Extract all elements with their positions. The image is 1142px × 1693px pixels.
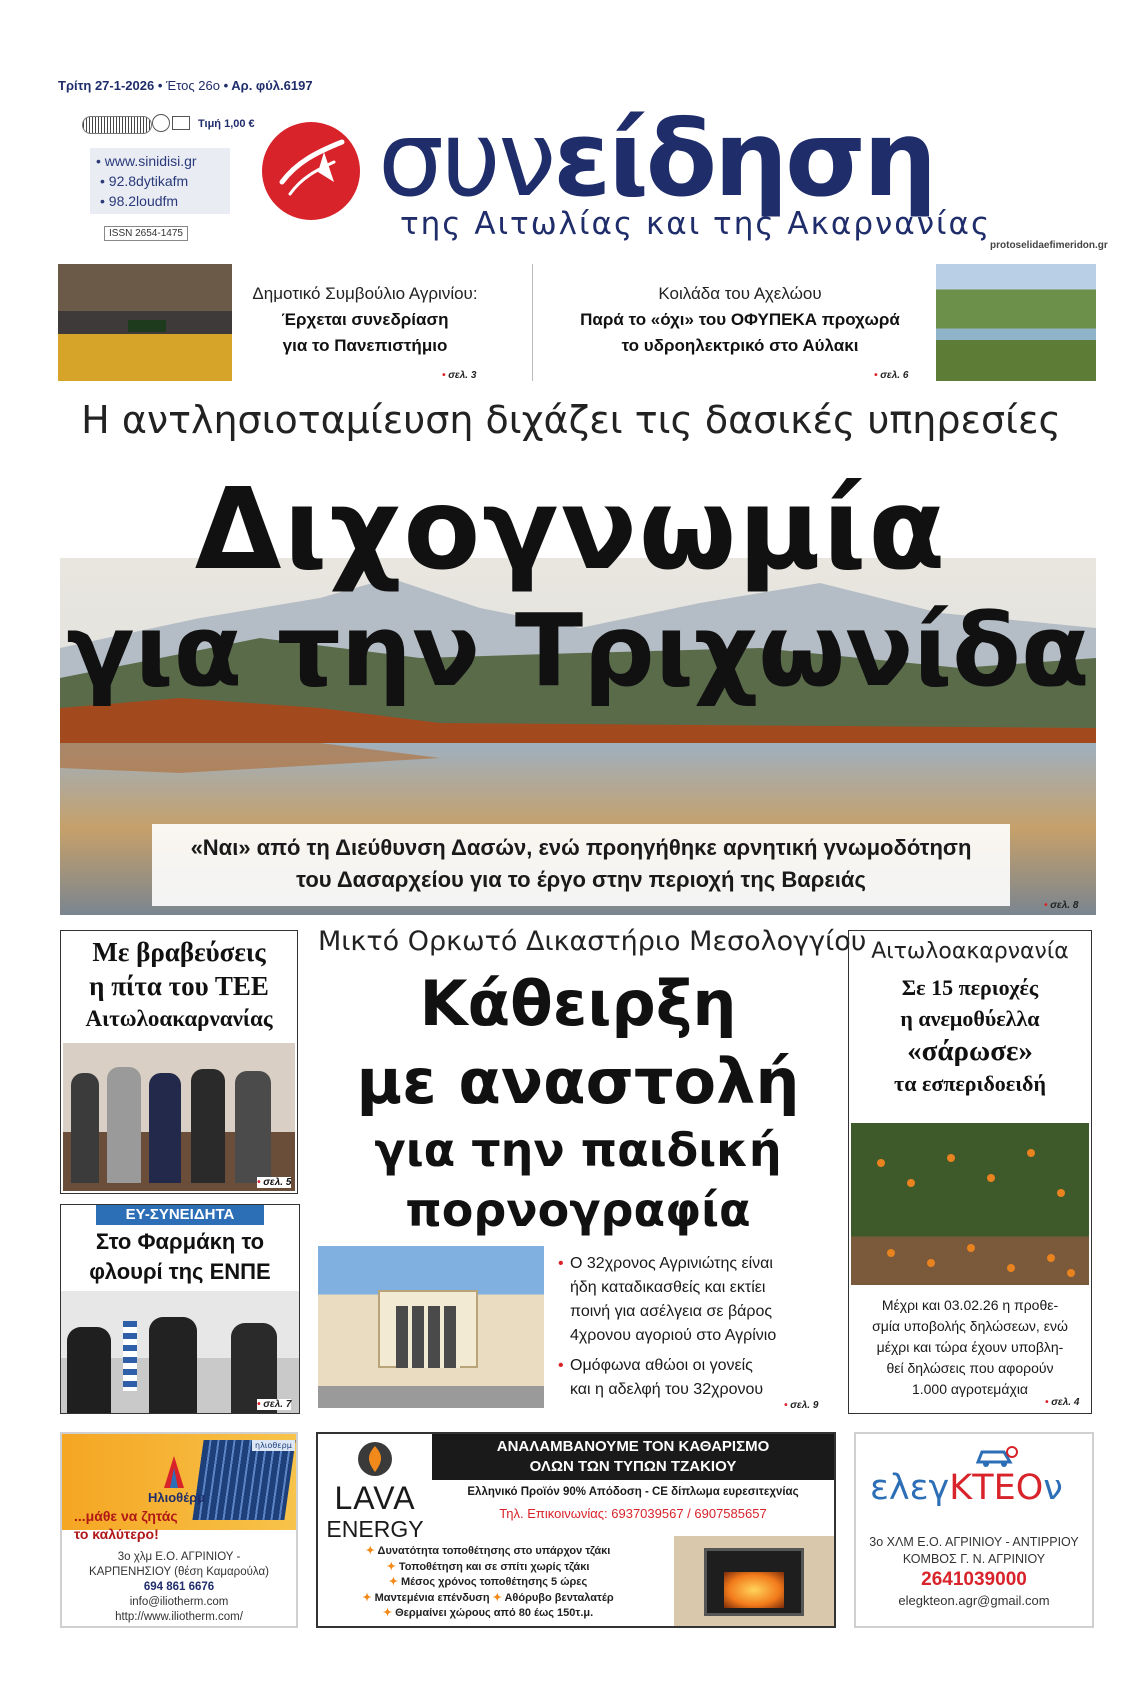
left-story-title-2: η πίτα του ΤΕΕ [89, 971, 269, 1001]
teaser-1-kicker: Δημοτικό Συμβούλιο Αγρινίου: [252, 284, 478, 303]
right-story-box[interactable] [848, 930, 1092, 1414]
car-check-icon [974, 1444, 1018, 1468]
left-story-2-title-1: Στο Φαρμάκη το [95, 1229, 265, 1254]
center-bullets [558, 1252, 826, 1402]
iliotherm-email[interactable]: info@iliotherm.com [129, 1596, 229, 1608]
elegkteon-brand: ελεγΚΤΕΟν [870, 1468, 1063, 1508]
elegkteon-email[interactable]: elegkteon.agr@gmail.com [898, 1593, 1050, 1608]
right-story-title [849, 972, 1091, 1099]
masthead-title-suffix: είδηση [553, 98, 935, 220]
center-headline-2: με αναστολή [356, 1045, 800, 1118]
ad-lava-energy[interactable] [316, 1432, 836, 1628]
lava-features: ✦ Δυνατότητα τοποθέτησης στο υπάρχον τζάκι ✦ Τοποθέτηση και σε σπίτι χωρίς τζάκι ✦ Μέσος χρόνος τοποθέτησης 5 ώρες ✦ Μαντεμένια επένδυση ✦ Αθόρυβο βενταλατέρ ✦ Θερμαίνει χώρους από 80 έως 150τ.μ. [362, 1545, 614, 1619]
ad-iliotherm[interactable] [60, 1432, 298, 1628]
masthead-title [378, 98, 935, 220]
lead-overline: Η αντλησιοταμίευση διχάζει τις δασικές υπηρεσίες [81, 398, 1061, 442]
flame-icon [358, 1442, 392, 1476]
right-story-title-2: η ανεμοθύελλα [900, 1006, 1040, 1031]
lava-contact[interactable]: Τηλ. Επικοινωνίας: 6937039567 / 6907585657 [499, 1506, 767, 1521]
tee-award-photo [63, 1043, 295, 1191]
teaser-2[interactable] [560, 284, 920, 356]
lava-tagline: Ελληνικό Προϊόν 90% Απόδοση - CE δίπλωμα ευρεσιτεχνίας [467, 1486, 799, 1498]
center-headline-4: πορνογραφία [405, 1183, 751, 1237]
elegkteon-contact: 3ο ΧΛΜ Ε.Ο. ΑΓΡΙΝΙΟΥ - ΑΝΤΙΡΡΙΟΥ ΚΟΜΒΟΣ Γ. Ν. ΑΓΡΙΝΙΟΥ 2641039000 elegkteon.agr@gmail.com [856, 1534, 1092, 1609]
iliotherm-slogan-1: ...μάθε να ζητάς [74, 1508, 178, 1524]
lava-brand-1: LAVA [334, 1480, 416, 1516]
teaser-divider [532, 264, 533, 381]
lava-headline: ΑΝΑΛΑΜΒΑΝΟΥΜΕ ΤΟΝ ΚΑΘΑΡΙΣΜΟ ΟΛΩΝ ΤΩΝ ΤΥΠΩΝ ΤΖΑΚΙΟΥ [432, 1434, 834, 1480]
center-story-page: • σελ. 9 [784, 1400, 818, 1411]
valley-photo [936, 264, 1096, 381]
price: Τιμή 1,00 € [198, 118, 255, 130]
left-story-2-page: • σελ. 7 [257, 1399, 291, 1410]
issue-year: Έτος 26ο [166, 78, 220, 93]
issn: ISSN 2654-1475 [104, 226, 188, 241]
teaser-1-page: • σελ. 3 [442, 370, 476, 381]
center-headline-1: Κάθειρξη [419, 967, 737, 1040]
issue-date: Τρίτη 27-1-2026 [58, 78, 155, 93]
lead-standfirst-2: του Δασαρχείου για το έργο στην περιοχή της Βαρειάς [296, 867, 866, 892]
teaser-2-page: • σελ. 6 [874, 370, 908, 381]
center-story-kicker: Μικτό Ορκωτό Δικαστήριο Μεσολογγίου [318, 926, 867, 957]
solar-panel-icon [192, 1440, 295, 1520]
link-radio-2[interactable]: • 98.2loudfm [100, 193, 179, 209]
link-radio-1[interactable]: • 92.8dytikafm [100, 173, 189, 189]
barcode-strip [82, 116, 152, 134]
teaser-1-line2: για το Πανεπιστήμιο [282, 336, 448, 355]
elegkteon-phone[interactable]: 2641039000 [921, 1569, 1027, 1590]
left-story-title [61, 931, 297, 1035]
teaser-2-line2: το υδροηλεκτρικό στο Αύλακι [621, 336, 859, 355]
link-site[interactable]: • www.sinidisi.gr [96, 153, 197, 169]
teaser-1[interactable] [240, 284, 490, 356]
publisher-mark-icon [172, 116, 190, 130]
lead-page: • σελ. 8 [1044, 900, 1078, 911]
links-list [96, 151, 197, 211]
center-bullet-2: • Ομόφωνα αθώοι οι γονείς και η αδελφή του 32χρονου [558, 1357, 764, 1398]
right-story-body: Μέχρι και 03.02.26 η προθε- σμία υποβολής δηλώσεων, ενώ μέχρι και τώρα έχουν υποβλη- θεί δηλώσεις που αφορούν 1.000 αγροτεμάχια [872, 1297, 1068, 1397]
left-story-box[interactable] [60, 930, 298, 1194]
issue-number: Αρ. φύλ.6197 [231, 78, 313, 93]
fireplace-photo [674, 1536, 834, 1626]
right-story-kicker: Αιτωλοακαρνανία [871, 939, 1069, 964]
right-story-page: • σελ. 4 [1045, 1397, 1079, 1408]
solar-tank-label: ηλιοθερμ [252, 1440, 295, 1451]
iliotherm-web[interactable]: http://www.iliotherm.com/ [115, 1611, 243, 1623]
left-story-title-1: Με βραβεύσεις [92, 937, 266, 967]
right-story-title-1: Σε 15 περιοχές [901, 975, 1039, 1000]
left-story-2-title [61, 1227, 299, 1287]
right-story-title-4: τα εσπεριδοειδή [894, 1071, 1046, 1096]
left-story-title-3: Αιτωλοακαρνανίας [85, 1006, 273, 1031]
center-bullet-1: • Ο 32χρονος Αγρινιώτης είναι ήδη καταδικασθείς και εκτίει ποινή για ασέλγεια σε βάρος 4χρονου αγοριού στο Αγρίνιο [558, 1255, 777, 1344]
masthead-title-prefix: συν [378, 98, 554, 220]
masthead-logo-icon [262, 122, 360, 220]
lead-standfirst-box [152, 824, 1010, 906]
iliotherm-slogan-2: το καλύτερο! [74, 1526, 159, 1542]
teaser-2-line1: Παρά το «όχι» του ΟΦΥΠΕΚΑ προχωρά [580, 310, 900, 329]
ad-elegkteon[interactable] [854, 1432, 1094, 1628]
iliotherm-contact: 3ο χλμ Ε.Ο. ΑΓΡΙΝΙΟΥ - ΚΑΡΠΕΝΗΣΙΟΥ (θέση Καμαρούλα) 694 861 6676 info@iliotherm.com http://www.iliotherm.com/ [62, 1550, 296, 1625]
lead-standfirst-1: «Ναι» από τη Διεύθυνση Δασών, ενώ προηγήθηκε αρνητική γνωμοδότηση [190, 835, 972, 860]
teaser-2-kicker: Κοιλάδα του Αχελώου [658, 284, 822, 303]
iliotherm-logo-icon [162, 1454, 186, 1490]
masthead-subtitle: της Αιτωλίας και της Ακαρνανίας [400, 206, 992, 242]
right-story-title-3: «σάρωσε» [907, 1035, 1033, 1067]
left-story-2-title-2: φλουρί της ΕΝΠΕ [89, 1259, 271, 1284]
center-headline-3: για την παιδική [374, 1123, 782, 1177]
left-story-page: • σελ. 5 [257, 1177, 291, 1188]
issue-line: Τρίτη 27-1-2026 • Έτος 26ο • Αρ. φύλ.6197 [58, 78, 313, 93]
teaser-1-line1: Έρχεται συνεδρίαση [281, 310, 449, 329]
iliotherm-phone[interactable]: 694 861 6676 [143, 1581, 215, 1593]
enpe-photo [61, 1291, 299, 1413]
publisher-seal-icon [152, 114, 170, 132]
orange-grove-photo [851, 1123, 1089, 1285]
left-story-2-box[interactable] [60, 1204, 300, 1414]
council-photo [58, 264, 232, 381]
lead-headline-1: Διχογνωμία [194, 465, 948, 595]
courthouse-photo [318, 1246, 544, 1408]
lava-brand-2: ENERGY [326, 1516, 424, 1542]
iliotherm-brand: Ηλιοθέρμ [148, 1490, 206, 1505]
lead-headline-2: για την Τριχωνίδα [66, 592, 1090, 709]
left-story-2-badge: ΕΥ-ΣΥΝΕΙΔΗΤΑ [96, 1205, 264, 1225]
watermark: protoselidaefimeridon.gr [990, 240, 1108, 251]
